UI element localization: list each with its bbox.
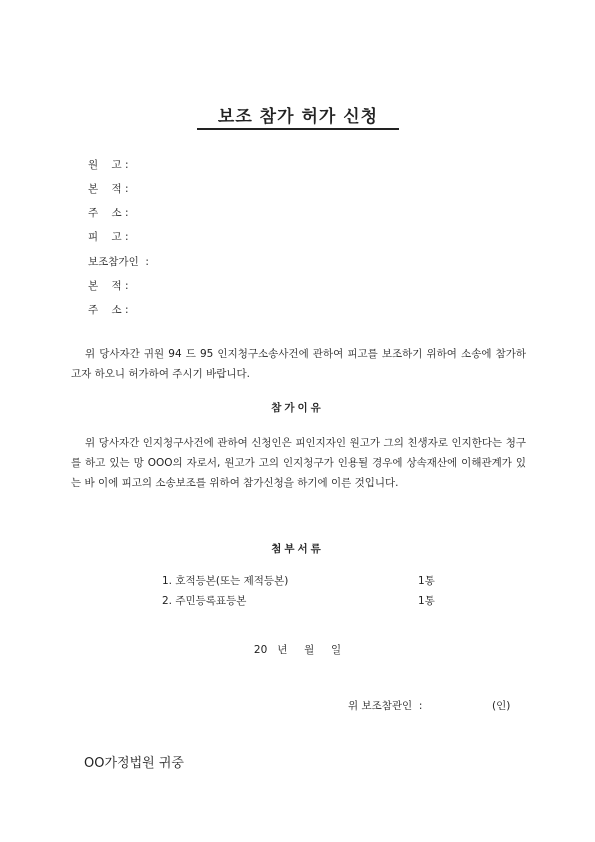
party-intervenor-address-label: 주 소 : [88,304,129,316]
date-line: 20 년 월 일 [253,644,342,656]
court-addressee: OO가정법원 귀중 [84,756,184,771]
party-intervenor-label: 보조참가인 : [88,256,149,268]
attachment-item-name: 2. 주민등록표등본 [162,595,247,607]
reason-heading: 참가이유 [271,402,324,414]
reason-paragraph: 위 당사자간 인지청구사건에 관하여 신청인은 피인지자인 원고가 그의 친생자로 인지한다는 청구를 하고 있는 망 OOO의 자로서, 원고가 고의 인지청구가 인용될 경우에 상속재산에 이해관계가 있는 바 이에 피고의 소송보조를 위하여 참가신청을 하기에 이른 것입니다. [71,437,526,489]
applicant-line: 위 보조참관인 : [348,700,423,712]
document-title: 보조 참가 허가 신청 [217,107,379,127]
request-paragraph: 위 당사자간 귀원 94 드 95 인지청구소송사건에 관하여 피고를 보조하기 위하여 소송에 참가하고자 하오니 허가하여 주시기 바랍니다. [71,348,526,380]
attachment-item-count: 1통 [418,575,435,587]
attachment-item-name: 1. 호적등본(또는 제적등본) [162,575,289,587]
attachment-item-count: 1통 [418,595,435,607]
title-underline [197,128,399,130]
attachments-heading: 첨부서류 [271,543,324,555]
party-plaintiff-domicile-label: 본 적 : [88,183,129,195]
party-intervenor-domicile-label: 본 적 : [88,280,129,292]
party-defendant-label: 피 고 : [88,231,129,243]
party-plaintiff-label: 원 고 : [88,159,129,171]
seal-mark: (인) [492,700,511,712]
party-plaintiff-address-label: 주 소 : [88,207,129,219]
